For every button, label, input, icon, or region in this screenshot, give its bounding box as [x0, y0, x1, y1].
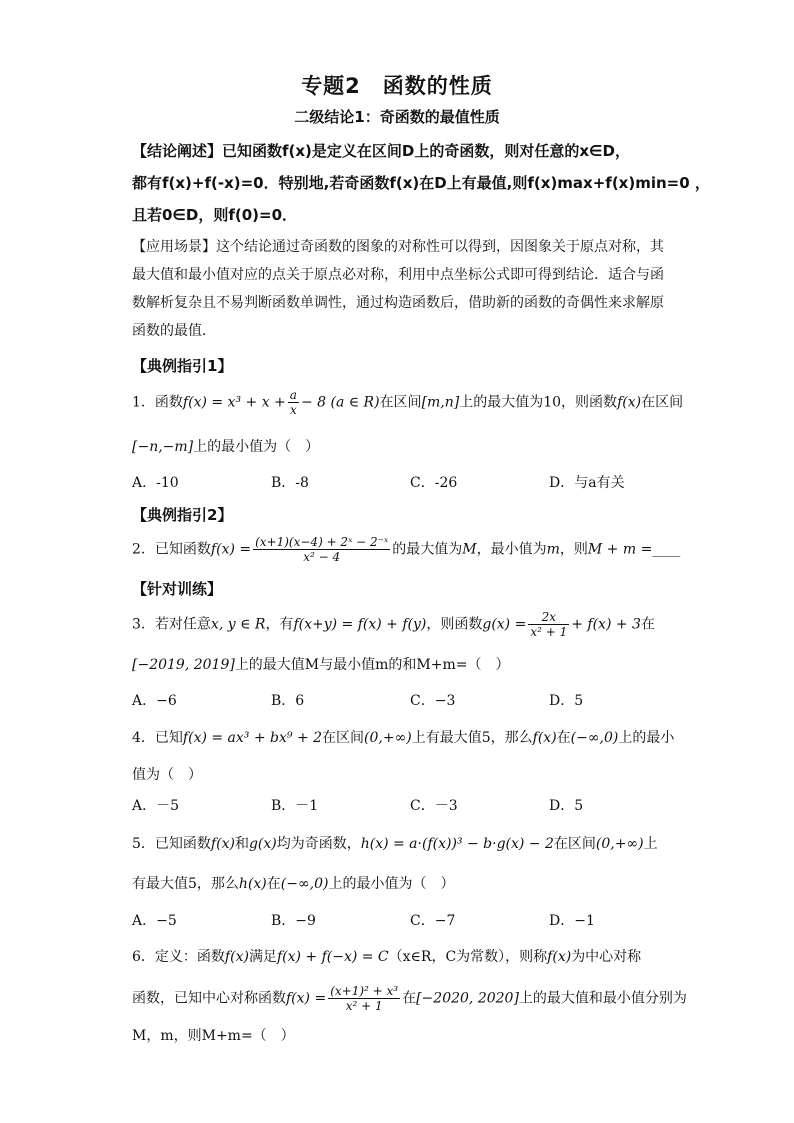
q1-option-c: C．-26 — [410, 475, 458, 491]
q6-text3: 为中心对称 — [571, 949, 642, 965]
q3-interval: [−2019, 2019] — [132, 657, 235, 673]
q3-prefix: 3．若对任意 — [132, 616, 211, 633]
q3-fraction — [528, 610, 569, 639]
q4-eq: f(x) = ax³ + bx⁹ + 2 — [182, 730, 323, 746]
conclusion-line-1: 【结论阐述】已知函数f(x)是定义在区间D上的奇函数，则对任意的x∈D， — [132, 142, 630, 160]
q6-line-2 — [132, 984, 687, 1013]
q6-line-1 — [132, 946, 672, 966]
q6-text1: 满足 — [248, 949, 277, 965]
page-title: 专题2 函数的性质 — [301, 74, 493, 98]
q6-eq: f(x) + f(−x) = C — [276, 949, 389, 965]
q5-interval-2: (−∞,0) — [280, 876, 329, 892]
q5-fx: f(x) — [210, 836, 235, 852]
q3-g-rhs: + f(x) + 3 — [571, 616, 641, 633]
q3-text2: ，则函数 — [426, 616, 483, 633]
q6-text2: （x∈R，C为常数），则称 — [388, 949, 548, 965]
q3-option-c: C．−3 — [410, 693, 456, 709]
q5-option-d: D．−1 — [549, 913, 595, 929]
q3-frac-den: x² + 1 — [530, 625, 568, 639]
example1-question-line-2 — [132, 436, 672, 456]
q5-option-a: A．−5 — [132, 913, 177, 929]
q1-prefix: 1．函数 — [132, 394, 183, 411]
q4-text4: 上的最小 — [618, 730, 675, 746]
q1-mid: 在区间 — [379, 394, 422, 411]
q1-suffix: 上的最大值为10，则函数 — [459, 394, 618, 411]
q5-line-2 — [132, 873, 672, 893]
q3-g-lhs: g(x) = — [482, 616, 527, 633]
example2-question — [132, 535, 681, 564]
q6-fx-2: f(x) — [547, 949, 572, 965]
q2-text: 的最大值为 — [392, 541, 463, 558]
q1-option-b: B．-8 — [271, 475, 309, 491]
q4-option-c: C．－3 — [410, 798, 458, 814]
application-line-2: 最大值和最小值对应的点关于原点必对称，利用中点坐标公式即可得到结论．适合与函 — [132, 267, 664, 283]
q1-fx: f(x) — [617, 394, 642, 411]
q5-option-c: C．−7 — [410, 913, 456, 929]
q4-text3: 在 — [556, 730, 571, 746]
q2-frac-num: (x+1)(x−4) + 2ˣ − 2⁻ˣ — [255, 535, 389, 549]
q2-text3: ，则 — [559, 541, 588, 558]
q4-fx: f(x) — [532, 730, 557, 746]
q4-interval-1: (0,+∞) — [364, 730, 412, 746]
q6-lhs: f(x) = — [286, 990, 327, 1007]
q3-option-d: D．5 — [549, 693, 584, 709]
q1-frac-num: a — [289, 388, 297, 402]
q6-fraction — [328, 984, 400, 1013]
q4-interval-2: (−∞,0) — [570, 730, 619, 746]
q4-prefix: 4．已知 — [132, 730, 183, 746]
application-line-3: 数解析复杂且不易判断函数单调性，通过构造函数后，借助新的函数的奇偶性来求解原 — [132, 295, 664, 311]
q3-frac-num: 2x — [528, 610, 569, 625]
q4-text2: 上有最大值5，那么 — [411, 730, 533, 746]
q5-text1: 均为奇函数， — [276, 836, 361, 852]
q2-M: M — [462, 541, 477, 558]
q1-interval: [m,n] — [421, 394, 460, 411]
q1-fraction — [288, 388, 299, 417]
q2-prefix: 2．已知函数 — [132, 541, 211, 558]
q5-hx: h(x) — [238, 876, 267, 892]
conclusion-line-2: 都有f(x)+f(-x)=0．特别地,若奇函数f(x)在D上有最值,则f(x)max+f(x)min=0 ， — [132, 174, 710, 192]
q6-line2-c: 上的最大值和最小值分别为 — [518, 990, 687, 1007]
q5-interval-1: (0,+∞) — [595, 836, 644, 852]
q1-interval-2: [−n,−m] — [132, 439, 194, 455]
q2-frac-den: x² − 4 — [303, 550, 341, 564]
q5-line2-a: 有最大值5，那么 — [132, 876, 239, 892]
q5-gx: g(x) — [248, 836, 277, 852]
q6-frac-den: x² + 1 — [345, 999, 383, 1013]
q5-line2-c: 上的最小值为（ ） — [328, 876, 455, 892]
conclusion-line-3: 且若0∈D，则f(0)=0． — [132, 206, 298, 224]
q6-fx: f(x) — [224, 949, 249, 965]
q1-tail: 在区间 — [641, 394, 684, 411]
q5-line2-b: 在 — [266, 876, 281, 892]
example1-question-line-1 — [132, 388, 684, 417]
q1-frac-den: x — [289, 403, 297, 417]
q5-and: 和 — [234, 836, 249, 852]
q5-text2: 在区间 — [553, 836, 596, 852]
q6-line2-a: 函数，已知中心对称函数 — [132, 990, 286, 1007]
q1-formula-b: − 8 (a ∈ R) — [300, 394, 380, 411]
q6-line-3: M，m，则M+m=（ ） — [132, 1028, 295, 1044]
q6-interval: [−2020, 2020] — [416, 990, 519, 1007]
q3-text3: 在 — [640, 616, 655, 633]
q1-line2-text: 上的最小值为（ ） — [193, 439, 320, 455]
q4-line-2: 值为（ ） — [132, 767, 202, 783]
q3-line-2 — [132, 654, 672, 674]
q2-lhs: f(x) = — [210, 541, 252, 558]
q4-option-d: D．5 — [549, 798, 584, 814]
q4-line-1 — [132, 727, 675, 747]
q3-option-a: A．−6 — [132, 693, 177, 709]
q6-line2-b: 在 — [402, 990, 417, 1007]
q5-line-1 — [132, 833, 672, 853]
q3-line2-text: 上的最大值M与最小值m的和M+m=（ ） — [234, 657, 510, 673]
example2-heading: 【典例指引2】 — [132, 506, 233, 524]
q2-answer-blank: ____ — [652, 541, 681, 558]
q5-prefix: 5．已知函数 — [132, 836, 211, 852]
q2-fraction — [253, 535, 390, 564]
q3-line-1 — [132, 610, 672, 639]
example1-heading: 【典例指引1】 — [132, 357, 233, 375]
q5-text3: 上 — [643, 836, 658, 852]
q3-eq: f(x+y) = f(x) + f(y) — [293, 616, 427, 633]
q4-text1: 在区间 — [322, 730, 365, 746]
q3-vars: x, y ∈ R — [210, 616, 266, 633]
q2-sum: M + m = — [587, 541, 653, 558]
training-heading: 【针对训练】 — [132, 580, 223, 598]
application-line-1: 【应用场景】这个结论通过奇函数的图象的对称性可以得到，因图象关于原点对称，其 — [132, 239, 664, 255]
q5-eq: h(x) = a·(f(x))³ − b·g(x) − 2 — [360, 836, 554, 852]
application-line-4: 函数的最值． — [132, 323, 216, 339]
q4-option-a: A．－5 — [132, 798, 180, 814]
q2-m: m — [546, 541, 560, 558]
q4-option-b: B．－1 — [271, 798, 319, 814]
q6-prefix: 6．定义：函数 — [132, 949, 225, 965]
q1-option-a: A．-10 — [132, 475, 179, 491]
q1-formula-a: f(x) = x³ + x + — [182, 394, 286, 411]
q5-option-b: B．−9 — [271, 913, 316, 929]
q2-text2: ，最小值为 — [476, 541, 547, 558]
q3-option-b: B．6 — [271, 693, 305, 709]
q3-text1: ，有 — [265, 616, 294, 633]
page-subtitle: 二级结论1：奇函数的最值性质 — [294, 108, 500, 126]
q1-option-d: D．与a有关 — [549, 475, 625, 491]
q6-frac-num: (x+1)² + x³ — [330, 984, 399, 998]
